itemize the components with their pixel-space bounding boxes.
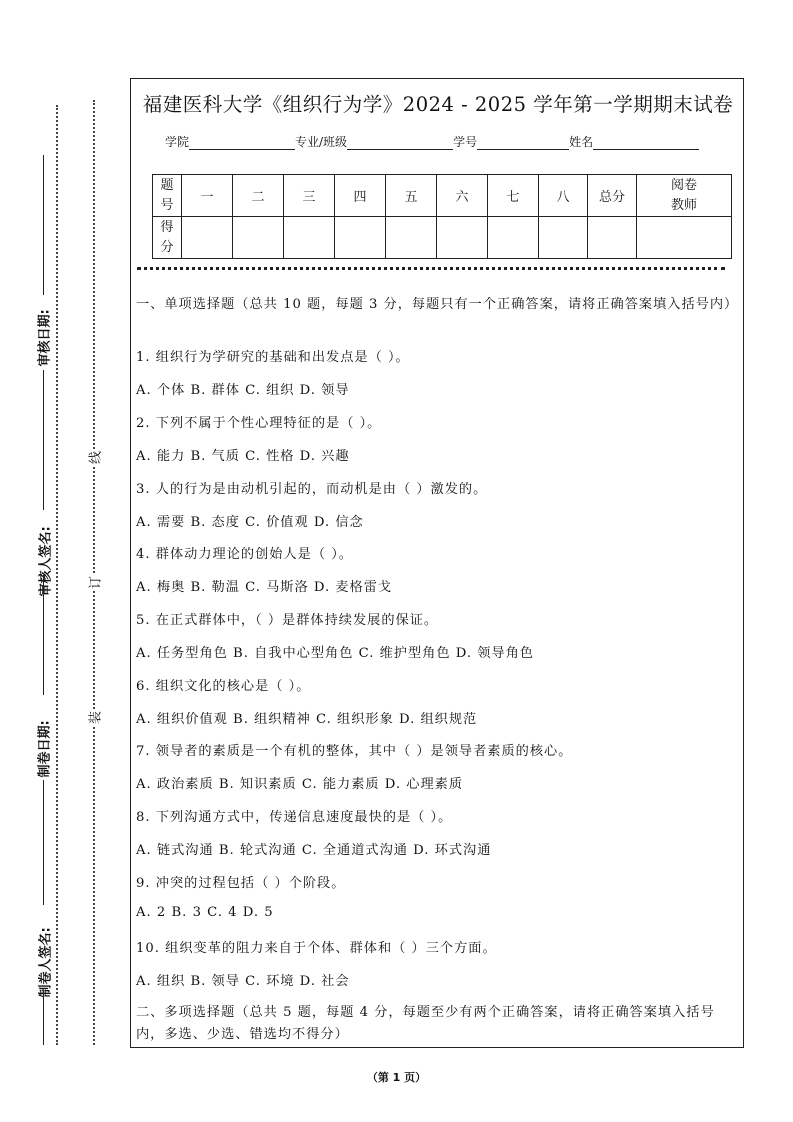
score-cell[interactable] <box>437 217 488 259</box>
options-4: A. 梅奥 B. 勒温 C. 马斯洛 D. 麦格雷戈 <box>136 580 393 595</box>
reviewer-sign-line <box>43 370 44 510</box>
field-name-label: 姓名 <box>569 135 594 149</box>
review-date-label: 审核日期: <box>37 309 53 367</box>
question-1: 1. 组织行为学研究的基础和出发点是（ ）。 <box>136 350 410 365</box>
score-header-cell: 六 <box>437 175 488 217</box>
maker-sign-line <box>43 780 44 905</box>
score-header-cell: 五 <box>386 175 437 217</box>
score-table-header-row <box>153 175 732 217</box>
options-7: A. 政治素质 B. 知识素质 C. 能力素质 D. 心理素质 <box>136 777 464 792</box>
score-row-label: 得分 <box>153 217 182 259</box>
binding-char-xian: 线 <box>85 450 104 466</box>
options-3: A. 需要 B. 态度 C. 价值观 D. 信念 <box>136 515 364 530</box>
score-cell[interactable] <box>386 217 437 259</box>
field-name-blank[interactable] <box>593 137 699 150</box>
section1-heading: 一、单项选择题（总共 10 题，每题 3 分，每题只有一个正确答案，请将正确答案填入括号内） <box>136 297 739 312</box>
score-cell[interactable] <box>233 217 284 259</box>
question-8: 8. 下列沟通方式中，传递信息速度最快的是（ ）。 <box>136 810 453 825</box>
question-2: 2. 下列不属于个性心理特征的是（ ）。 <box>136 416 382 431</box>
make-date-line <box>43 575 44 695</box>
options-2: A. 能力 B. 气质 C. 性格 D. 兴趣 <box>136 449 350 464</box>
student-info-row <box>165 133 699 150</box>
options-10: A. 组织 B. 领导 C. 环境 D. 社会 <box>136 974 350 989</box>
binding-char-zhuang: 装 <box>85 710 104 726</box>
score-cell[interactable] <box>488 217 539 259</box>
options-9: A. 2 B. 3 C. 4 D. 5 <box>136 905 274 920</box>
dotted-cut-line-inner <box>93 100 95 1045</box>
score-table-score-row <box>153 217 732 259</box>
make-date-label: 制卷日期: <box>37 720 53 778</box>
field-college-label: 学院 <box>165 135 190 149</box>
question-3: 3. 人的行为是由动机引起的，而动机是由（ ）激发的。 <box>136 482 488 497</box>
field-college-blank[interactable] <box>189 137 295 150</box>
score-header-cell: 二 <box>233 175 284 217</box>
options-5: A. 任务型角色 B. 自我中心型角色 C. 维护型角色 D. 领导角色 <box>136 646 534 661</box>
dotted-cut-line-outer <box>56 105 58 1045</box>
score-table <box>152 174 732 259</box>
score-header-cell: 题号 <box>153 175 182 217</box>
question-4: 4. 群体动力理论的创始人是（ ）。 <box>136 547 353 562</box>
question-6: 6. 组织文化的核心是（ ）。 <box>136 679 311 694</box>
exam-frame <box>130 78 744 1048</box>
page-number: （第 1 页） <box>366 1071 427 1084</box>
score-header-cell: 三 <box>284 175 335 217</box>
score-header-cell: 七 <box>488 175 539 217</box>
score-cell[interactable] <box>588 217 637 259</box>
maker-sign-line-bottom <box>43 990 44 1045</box>
question-9: 9. 冲突的过程包括（ ）个阶段。 <box>136 876 346 891</box>
score-cell[interactable] <box>637 217 732 259</box>
section2-heading: 二、多项选择题（总共 5 题，每题 4 分，每题至少有两个正确答案，请将正确答案填入括号内，多选、少选、错选均不得分） <box>136 1005 715 1042</box>
score-header-cell: 八 <box>539 175 588 217</box>
field-id-blank[interactable] <box>477 137 569 150</box>
maker-sign-label: 制卷人签名: <box>38 927 54 998</box>
options-8: A. 链式沟通 B. 轮式沟通 C. 全通道式沟通 D. 环式沟通 <box>136 843 492 858</box>
score-cell[interactable] <box>335 217 386 259</box>
score-header-cell: 阅卷教师 <box>637 175 732 217</box>
question-7: 7. 领导者的素质是一个有机的整体，其中（ ）是领导者素质的核心。 <box>136 744 573 759</box>
score-header-cell: 一 <box>182 175 233 217</box>
score-cell[interactable] <box>284 217 335 259</box>
field-id-label: 学号 <box>453 135 478 149</box>
field-major-label: 专业/班级 <box>295 135 348 149</box>
options-1: A. 个体 B. 群体 C. 组织 D. 领导 <box>136 383 350 398</box>
dotted-separator <box>137 267 725 270</box>
options-6: A. 组织价值观 B. 组织精神 C. 组织形象 D. 组织规范 <box>136 712 478 727</box>
score-cell[interactable] <box>182 217 233 259</box>
question-5: 5. 在正式群体中，（ ）是群体持续发展的保证。 <box>136 613 439 628</box>
question-10: 10. 组织变革的阻力来自于个体、群体和（ ）三个方面。 <box>136 941 497 956</box>
review-date-line <box>43 155 44 295</box>
score-header-cell: 总分 <box>588 175 637 217</box>
score-header-cell: 四 <box>335 175 386 217</box>
exam-title: 福建医科大学《组织行为学》2024 - 2025 学年第一学期期末试卷 <box>142 93 734 116</box>
binding-char-ding: 订 <box>85 575 104 591</box>
field-major-blank[interactable] <box>347 137 453 150</box>
score-cell[interactable] <box>539 217 588 259</box>
reviewer-sign-label: 审核人签名: <box>38 526 54 597</box>
